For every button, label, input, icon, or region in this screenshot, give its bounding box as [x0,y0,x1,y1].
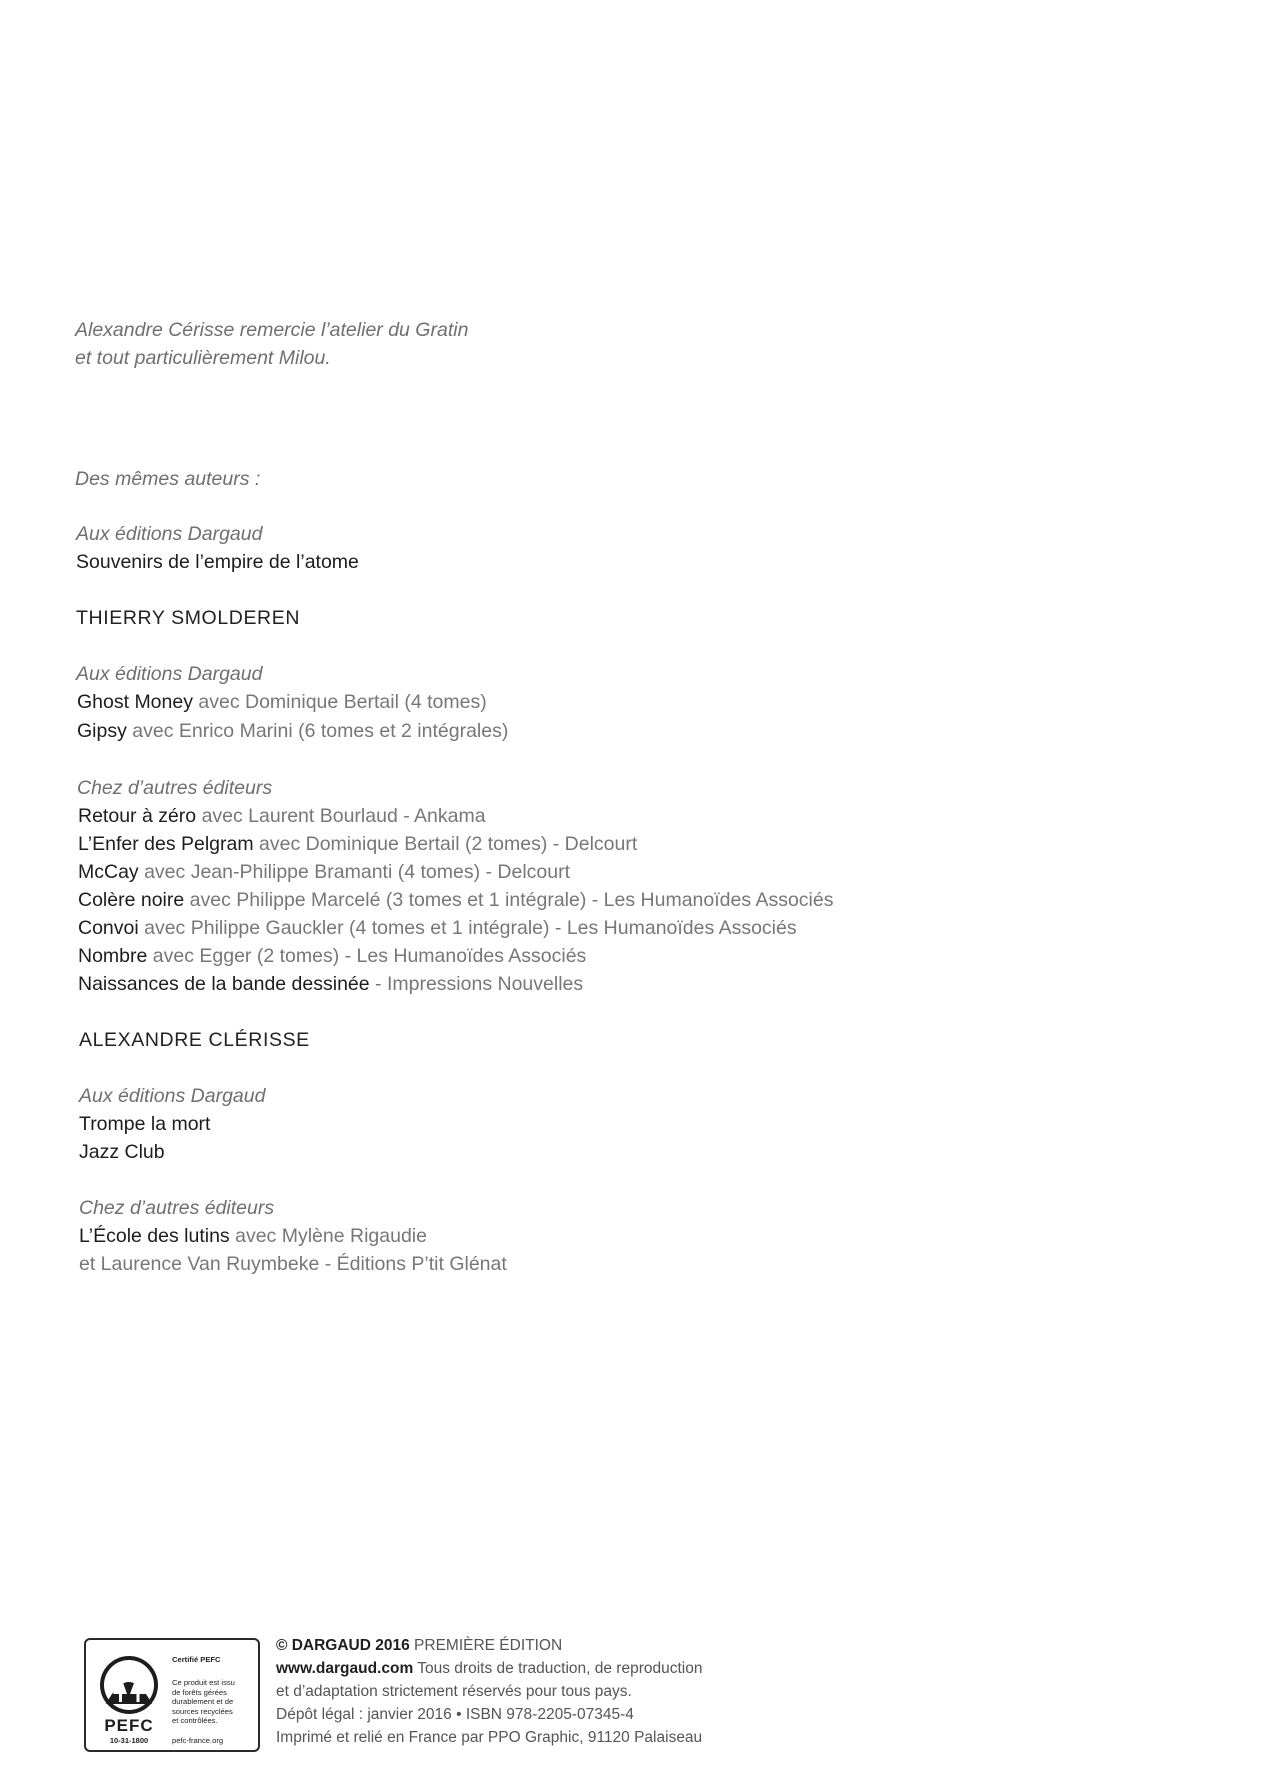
edition-label: PREMIÈRE ÉDITION [409,1637,563,1654]
joint-publisher-label: Aux éditions Dargaud [76,523,263,545]
book-title: L’Enfer des Pelgram [78,833,254,855]
rights-text: Tous droits de traduction, de reproduction [413,1660,703,1677]
book-entry [77,719,508,743]
book-title: McCay [78,861,139,883]
pefc-logo-label: PEFC [104,1716,154,1735]
thanks-line-1: Alexandre Cérisse remercie l’atelier du Gratin [75,319,469,341]
pefc-text-line: de forêts gérées [172,1687,227,1697]
book-detail: avec Mylène Rigaudie [229,1225,427,1247]
book-detail: avec Laurent Bourlaud - Ankama [196,805,486,827]
book-detail: avec Dominique Bertail (4 tomes) [192,691,487,713]
book-entry [78,944,586,968]
book-entry [78,888,833,912]
clerisse-dargaud-label: Aux éditions Dargaud [79,1085,266,1107]
pefc-code: 10-31-1800 [109,1736,149,1744]
pefc-tree-logo-icon [96,1652,162,1744]
book-title: Nombre [78,945,148,967]
thanks-line-2: et tout particulièrement Milou. [75,347,331,369]
book-detail: avec Dominique Bertail (2 tomes) - Delcourt [253,833,638,855]
book-title: Trompe la mort [79,1113,211,1135]
book-detail: avec Philippe Marcelé (3 tomes et 1 intégrale) - Les Humanoïdes Associés [184,889,834,911]
book-entry [78,832,637,856]
book-title: Gipsy [77,720,127,742]
book-detail: avec Enrico Marini (6 tomes et 2 intégrales) [126,720,509,742]
pefc-site: pefc-france.org [172,1736,224,1745]
book-title: Ghost Money [77,691,193,713]
book-detail: avec Philippe Gauckler (4 tomes et 1 intégrale) - Les Humanoïdes Associés [138,917,797,939]
pefc-certified-label: Certifié PEFC [172,1655,221,1664]
pefc-text-line: Ce produit est issu [172,1678,235,1687]
rights-line [276,1659,702,1679]
book-entry [78,916,797,940]
joint-book-title: Souvenirs de l’empire de l’atome [76,551,359,573]
book-entry [78,804,486,828]
book-title: Retour à zéro [78,805,197,827]
book-title: Naissances de la bande dessinée [78,973,370,995]
pefc-text-line: sources recyclées [172,1706,233,1716]
book-detail: avec Egger (2 tomes) - Les Humanoïdes Associés [147,945,587,967]
book-title: Jazz Club [79,1141,165,1163]
copyright-holder: © DARGAUD 2016 [276,1637,410,1654]
clerisse-others-label: Chez d’autres éditeurs [79,1197,275,1219]
smolderen-dargaud-label: Aux éditions Dargaud [76,663,263,685]
book-detail: avec Jean-Philippe Bramanti (4 tomes) - Delcourt [138,861,571,883]
pefc-certification-box [84,1638,260,1752]
book-title: Colère noire [78,889,185,911]
printer-info: Imprimé et relié en France par PPO Graphic, 91120 Palaiseau [276,1729,703,1746]
book-entry [78,972,583,996]
book-title: Convoi [78,917,139,939]
rights-line-2: et d’adaptation strictement réservés pour tous pays. [276,1683,632,1700]
legal-deposit-isbn: Dépôt légal : janvier 2016 • ISBN 978-2205-07345-4 [276,1706,634,1723]
book-title: L’École des lutins [79,1225,230,1247]
book-entry [77,690,487,714]
publisher-website: www.dargaud.com [276,1660,414,1677]
author-name-smolderen: THIERRY SMOLDEREN [76,607,301,629]
book-entry [78,860,570,884]
same-authors-heading: Des mêmes auteurs : [75,468,261,490]
copyright-line [276,1636,562,1656]
book-detail-continued: et Laurence Van Ruymbeke - Éditions P’tit Glénat [79,1253,507,1275]
pefc-text-line: durablement et de [172,1697,234,1706]
smolderen-others-label: Chez d’autres éditeurs [77,777,273,799]
author-name-clerisse: ALEXANDRE CLÉRISSE [79,1029,310,1051]
pefc-text-line: et contrôlées. [172,1716,218,1725]
book-detail: - Impressions Nouvelles [369,973,584,995]
book-entry [79,1224,427,1248]
